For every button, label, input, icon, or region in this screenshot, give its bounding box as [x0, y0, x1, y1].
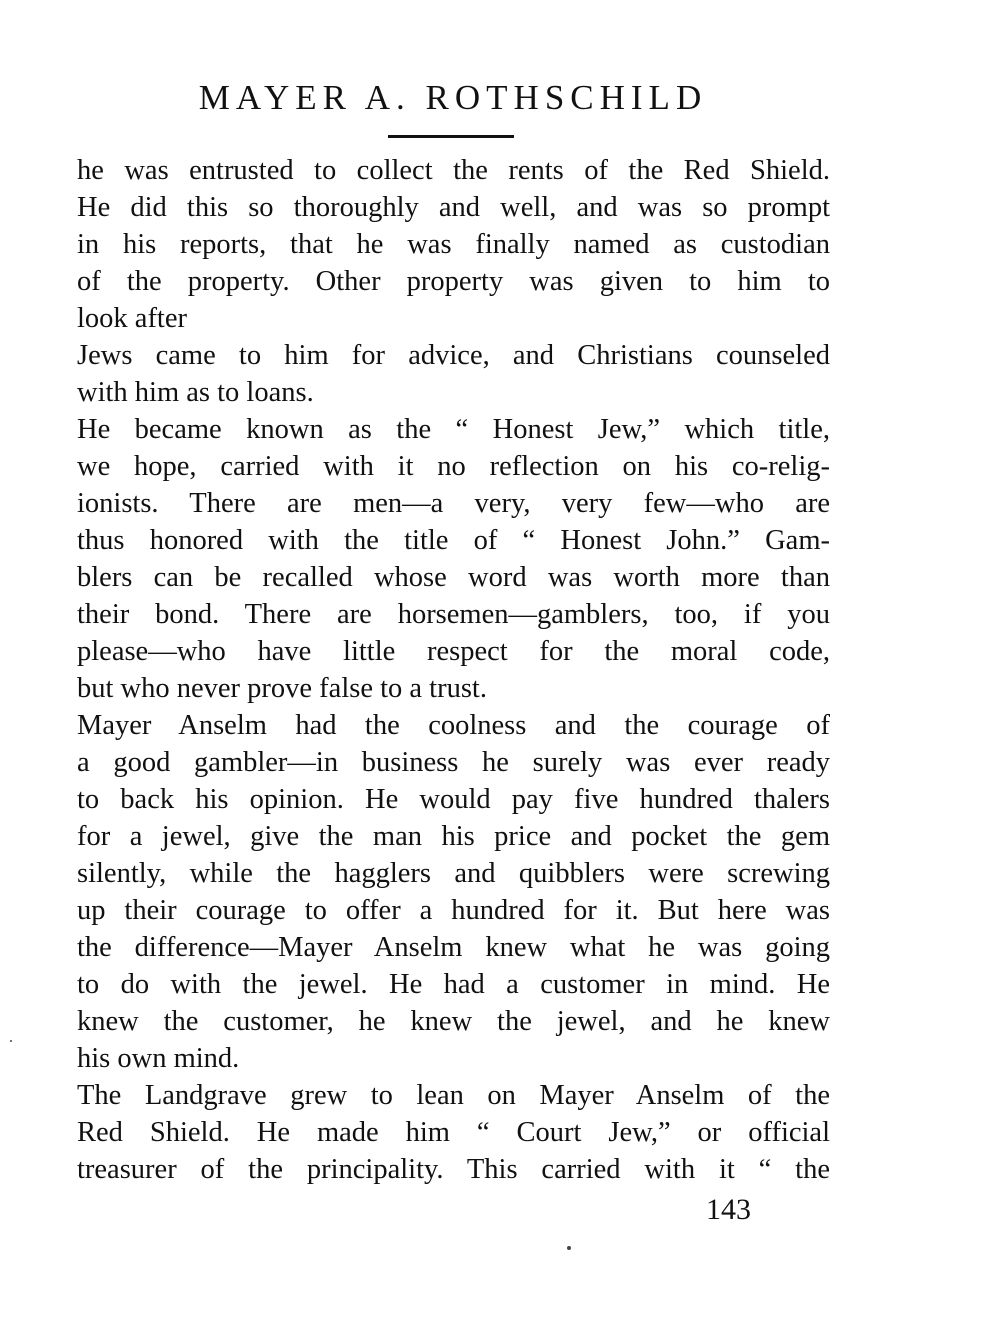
- scan-speck: [567, 1246, 571, 1250]
- paragraph: [77, 1077, 830, 1188]
- text-line: look after: [77, 303, 187, 334]
- text-line: blers can be recalled whose word was worth more than: [77, 562, 830, 593]
- text-line: He did this so thoroughly and well, and was so prompt: [77, 192, 830, 223]
- text-line: silently, while the hagglers and quibblers were screwing: [77, 858, 830, 889]
- text-line: The Landgrave grew to lean on Mayer Anselm of the: [77, 1080, 830, 1111]
- text-line: He became known as the “ Honest Jew,” which title,: [77, 414, 830, 445]
- text-line: a good gambler—in business he surely was ever ready: [77, 747, 830, 778]
- text-line: for a jewel, give the man his price and pocket the gem: [77, 821, 830, 852]
- page-number: 143: [706, 1193, 751, 1226]
- paragraph: [77, 411, 830, 707]
- text-line: Mayer Anselm had the coolness and the courage of: [77, 710, 830, 741]
- text-line: please—who have little respect for the moral code,: [77, 636, 830, 667]
- text-line: of the property. Other property was given to him to: [77, 266, 830, 297]
- text-line: Jews came to him for advice, and Christians counseled: [77, 340, 830, 371]
- text-line: to back his opinion. He would pay five hundred thalers: [77, 784, 830, 815]
- text-line: the difference—Mayer Anselm knew what he was going: [77, 932, 830, 963]
- text-line: thus honored with the title of “ Honest John.” Gam-: [77, 525, 830, 556]
- text-line: their bond. There are horsemen—gamblers, too, if you: [77, 599, 830, 630]
- body-text: [77, 152, 830, 1188]
- running-head: MAYER A. ROTHSCHILD: [198, 78, 708, 117]
- paragraph: [77, 152, 830, 337]
- text-line: up their courage to offer a hundred for it. But here was: [77, 895, 830, 926]
- text-line: treasurer of the principality. This carried with it “ the: [77, 1154, 830, 1185]
- text-line: to do with the jewel. He had a customer in mind. He: [77, 969, 830, 1000]
- text-line: but who never prove false to a trust.: [77, 673, 487, 704]
- text-line: ionists. There are men—a very, very few—who are: [77, 488, 830, 519]
- text-line: knew the customer, he knew the jewel, and he knew: [77, 1006, 830, 1037]
- paragraph: [77, 337, 830, 411]
- text-line: with him as to loans.: [77, 377, 314, 408]
- text-line: Red Shield. He made him “ Court Jew,” or official: [77, 1117, 830, 1148]
- text-line: we hope, carried with it no reflection on his co-relig-: [77, 451, 830, 482]
- header-rule: [388, 135, 514, 138]
- text-line: in his reports, that he was finally named as custodian: [77, 229, 830, 260]
- scan-speck: [10, 1040, 12, 1042]
- paragraph: [77, 707, 830, 1077]
- text-line: he was entrusted to collect the rents of the Red Shield.: [77, 155, 830, 186]
- text-line: his own mind.: [77, 1043, 240, 1074]
